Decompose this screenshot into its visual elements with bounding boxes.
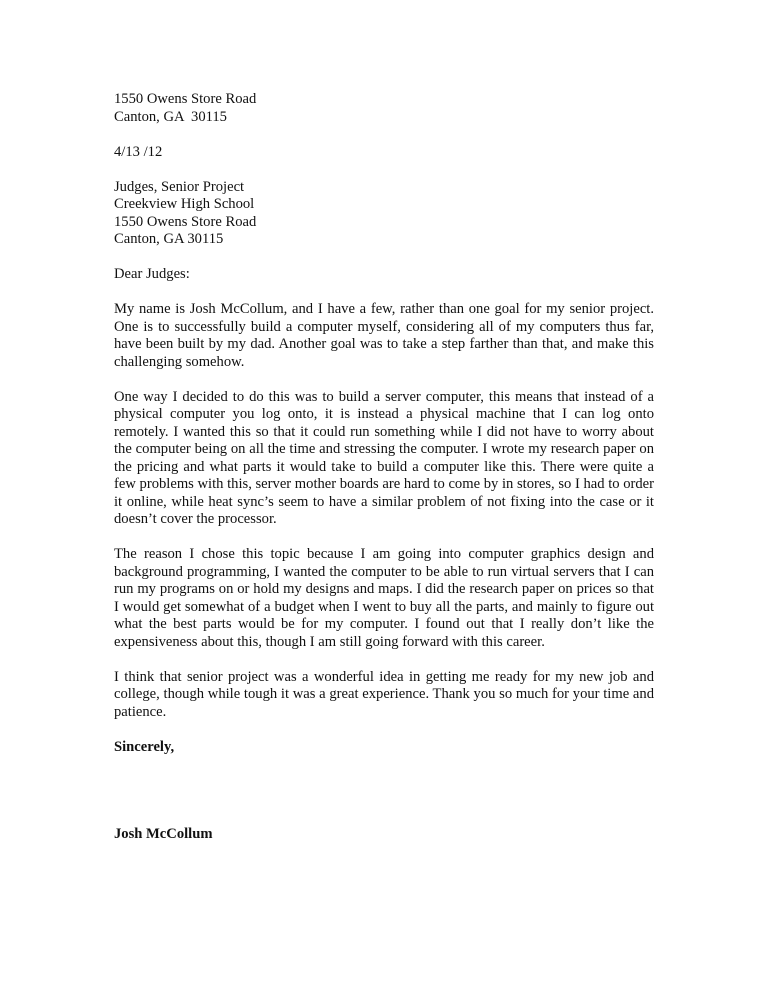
body-paragraph-3: The reason I chose this topic because I am going into computer graphics design and background programming, I wanted the computer to be able to run virtual servers that I can run my programs on or hold my designs and maps. I did the research paper on prices so that I would get somewhat of a budget when I went to buy all the parts, and mainly to figure out what the best parts would be for my computer. I found out that I really don’t like the expensiveness about this, though I am still going forward with this career. [114,546,654,650]
salutation-text: Dear Judges: [114,266,190,282]
signature-space [114,774,654,826]
body-paragraph-2: One way I decided to do this was to build a server computer, this means that instead of a physical computer you log onto, it is instead a physical machine that I can log onto remotely. I wanted this so that it could run something while I did not have to worry about the computer being on all the time and stressing the computer. I wrote my research paper on the pricing and what parts it would take to build a computer like this. There were quite a few problems with this, server mother boards are hard to come by in stores, so I had to order it online, while heat sync’s seem to have a similar problem of not fixing into the case or it doesn’t cover the processor. [114,388,654,527]
closing-text: Sincerely, [114,738,175,755]
recipient-line2: Creekview High School [114,196,255,212]
sender-address-line1: 1550 Owens Store Road [114,91,257,107]
letter-body [114,91,654,861]
recipient-line3: 1550 Owens Store Road [114,213,257,230]
signature [114,826,654,844]
letter-date [114,144,654,162]
body-paragraph-1: My name is Josh McCollum, and I have a few, rather than one goal for my senior project. One is to successfully build a computer myself, considering all of my computers thus far, have been built by my dad. Another goal was to take a step farther than that, and make this challenging somehow. [114,301,654,370]
signature-name: Josh McCollum [114,825,213,842]
sender-address-line2: Canton, GA 30115 [114,108,227,125]
recipient-line4: Canton, GA 30115 [114,231,224,247]
salutation [114,266,654,284]
recipient-line1: Judges, Senior Project [114,178,245,195]
closing [114,739,654,757]
date-text: 4/13 /12 [114,143,163,160]
sender-address [114,91,654,126]
recipient-address [114,179,654,249]
body-paragraph-4: I think that senior project was a wonderful idea in getting me ready for my new job and college, though while tough it was a great experience. Thank you so much for your time and patience. [114,668,654,720]
